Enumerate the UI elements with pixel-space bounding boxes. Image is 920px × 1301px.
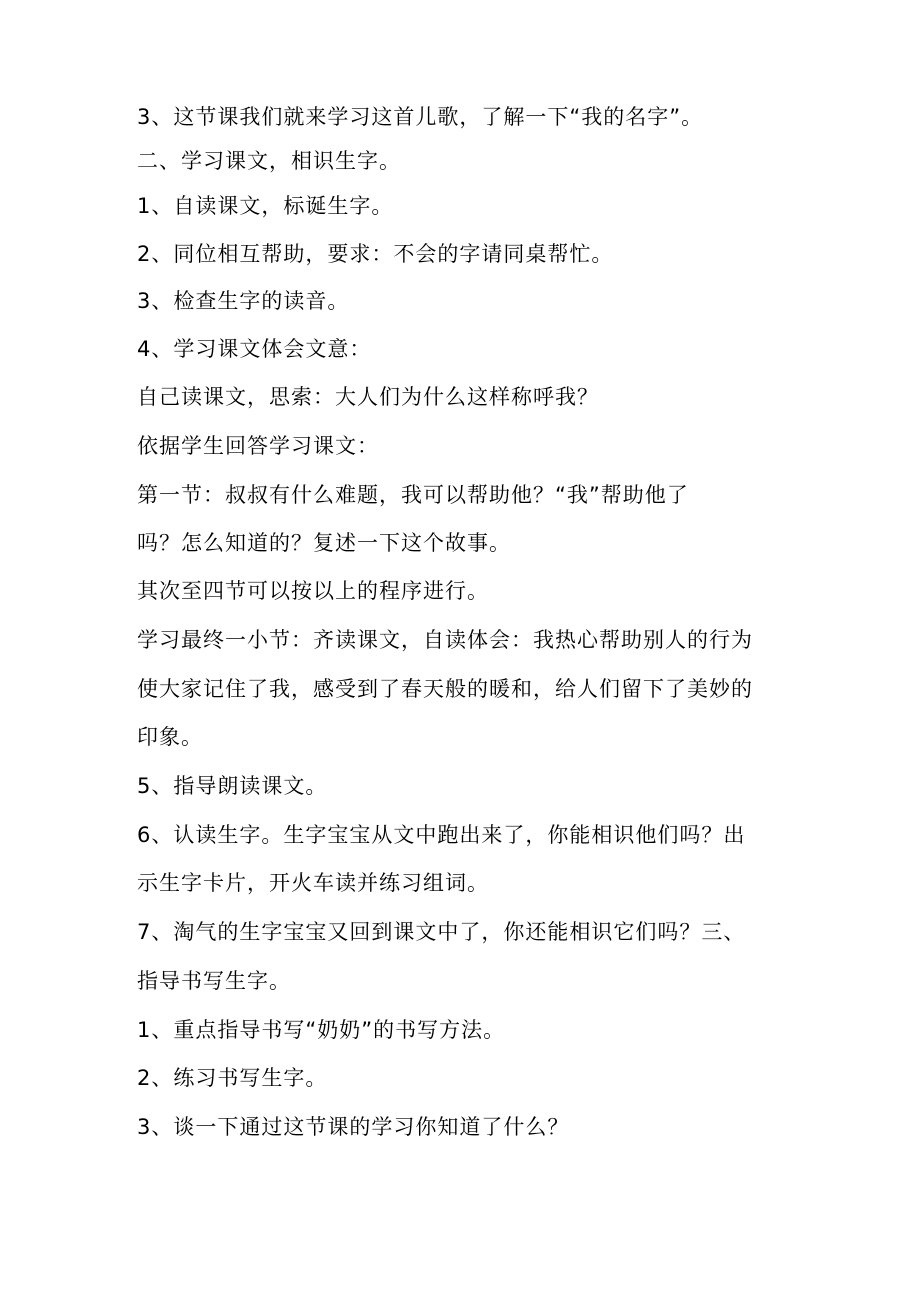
text-line: 5、指导朗读课文。 <box>137 774 328 798</box>
text-line: 3、检查生字的读音。 <box>137 289 350 313</box>
text-line: 1、自读课文，标诞生字。 <box>137 194 394 218</box>
text-line: 印象。 <box>137 725 203 749</box>
text-line: 6、认读生字。生字宝宝从文中跑出来了，你能相识他们吗？出 <box>137 823 746 847</box>
section-heading: 二、学习课文，相识生字。 <box>137 149 401 173</box>
section-heading: 指导书写生字。 <box>137 969 291 993</box>
text-line: 示生字卡片，开火车读并练习组词。 <box>137 871 489 895</box>
text-line: 学习最终一小节：齐读课文，自读体会：我热心帮助别人的行为 <box>137 628 753 652</box>
text-line: 使大家记住了我，感受到了春天般的暖和，给人们留下了美妙的 <box>137 677 753 701</box>
text-line: 2、同位相互帮助，要求：不会的字请同桌帮忙。 <box>137 242 614 266</box>
text-line: 依据学生回答学习课文： <box>137 434 379 458</box>
text-line: 7、淘气的生字宝宝又回到课文中了，你还能相识它们吗？三、 <box>137 920 746 944</box>
text-line: 其次至四节可以按以上的程序进行。 <box>137 579 489 603</box>
text-line: 2、练习书写生字。 <box>137 1066 328 1090</box>
text-line: 1、重点指导书写“奶奶”的书写方法。 <box>137 1018 506 1042</box>
text-line: 第一节：叔叔有什么难题，我可以帮助他？“我”帮助他了 <box>137 483 689 507</box>
text-line: 自己读课文，思索：大人们为什么这样称呼我？ <box>137 385 599 409</box>
text-line: 3、谈一下通过这节课的学习你知道了什么？ <box>137 1115 570 1139</box>
text-line: 吗？怎么知道的？复述一下这个故事。 <box>137 531 511 555</box>
text-line: 3、这节课我们就来学习这首儿歌，了解一下“我的名字”。 <box>137 105 704 129</box>
text-line: 4、学习课文体会文意： <box>137 337 372 361</box>
